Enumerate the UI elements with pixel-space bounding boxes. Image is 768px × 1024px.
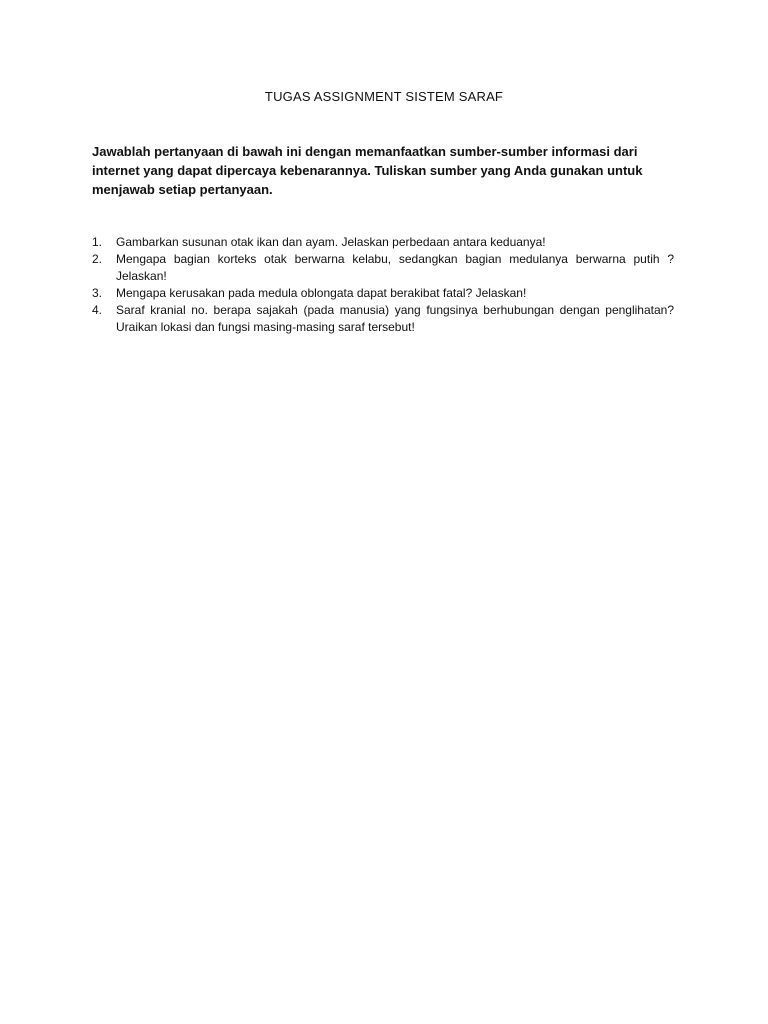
- question-number: 4.: [92, 303, 103, 317]
- question-item-4: [92, 302, 674, 336]
- question-text: Mengapa kerusakan pada medula oblongata dapat berakibat fatal? Jelaskan!: [116, 286, 527, 300]
- instructions-paragraph: Jawablah pertanyaan di bawah ini dengan memanfaatkan sumber-sumber informasi dari internet yang dapat dipercaya kebenarannya. Tuliskan sumber yang Anda gunakan untuk menjawab setiap pertanyaan.: [92, 144, 643, 197]
- question-text: Saraf kranial no. berapa sajakah (pada manusia) yang fungsinya berhubungan dengan penglihatan? Uraikan lokasi dan fungsi masing-masing saraf tersebut!: [116, 303, 674, 334]
- question-number: 2.: [92, 252, 103, 266]
- question-text: Gambarkan susunan otak ikan dan ayam. Jelaskan perbedaan antara keduanya!: [116, 235, 546, 249]
- question-item-3: [92, 285, 674, 302]
- question-number: 3.: [92, 286, 103, 300]
- question-item-2: [92, 251, 674, 285]
- question-list: [92, 234, 674, 336]
- question-item-1: [92, 234, 674, 251]
- question-text: Mengapa bagian korteks otak berwarna kelabu, sedangkan bagian medulanya berwarna putih ? Jelaskan!: [116, 252, 674, 283]
- question-number: 1.: [92, 235, 103, 249]
- document-title: TUGAS ASSIGNMENT SISTEM SARAF: [264, 89, 504, 104]
